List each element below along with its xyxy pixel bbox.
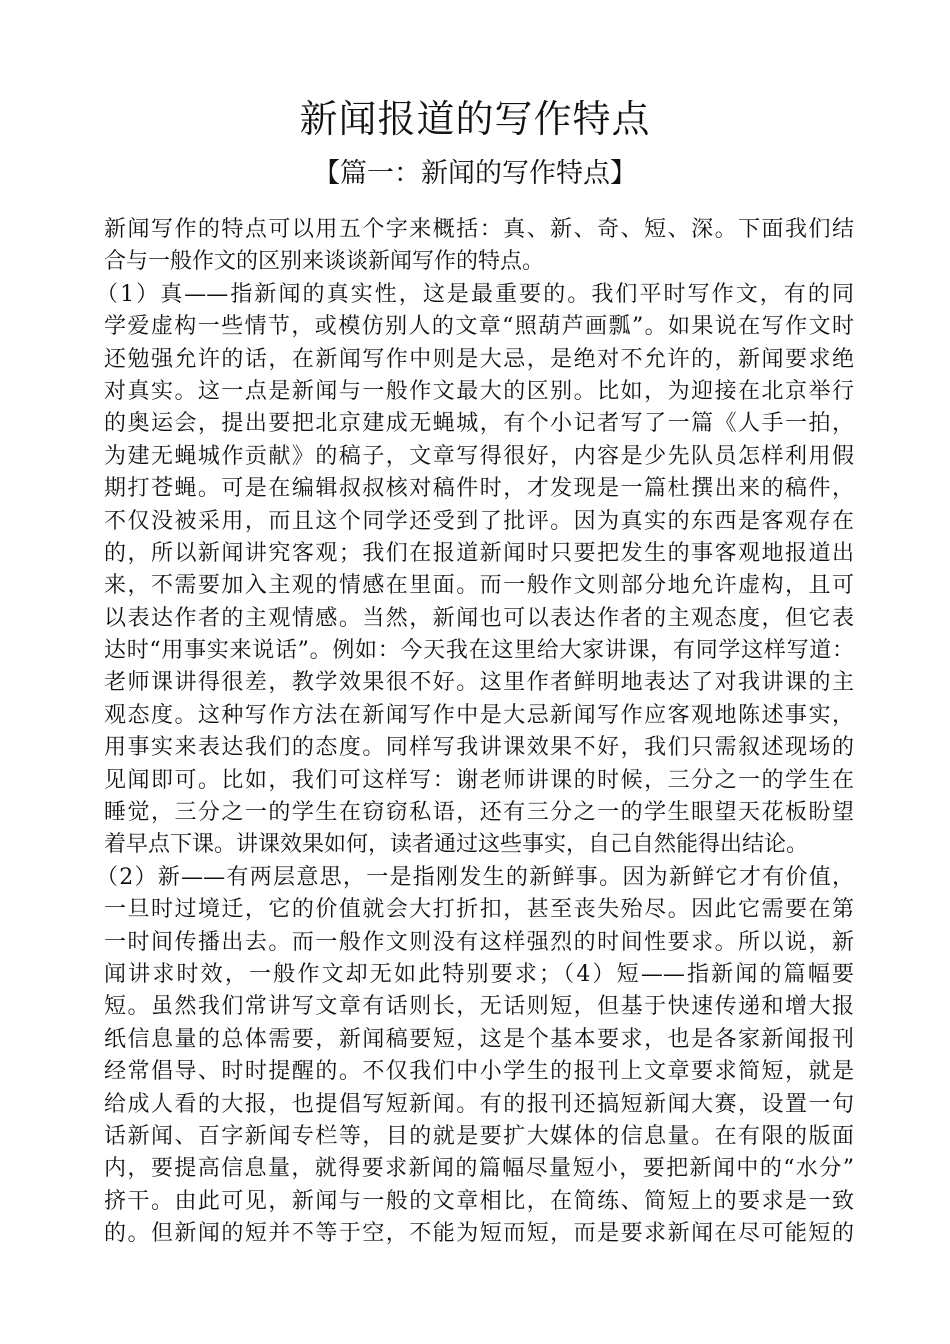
text-line: 经常倡导、时时提醒的。不仅我们中小学生的报刊上文章要求简短，就是 <box>104 1059 854 1085</box>
text-line: 一时间传播出去。而一般作文则没有这样强烈的时间性要求。所以说，新 <box>104 929 854 955</box>
text-line: 为建无蝇城作贡献》的稿子，文章写得很好，内容是少先队员怎样利用假 <box>104 443 854 469</box>
text-line: 来，不需要加入主观的情感在里面。而一般作文则部分地允许虚构，且可 <box>104 573 854 599</box>
text-line: 纸信息量的总体需要，新闻稿要短，这是个基本要求，也是各家新闻报刊 <box>104 1026 854 1052</box>
text-line: 话新闻、百字新闻专栏等，目的就是要扩大媒体的信息量。在有限的版面 <box>104 1123 854 1149</box>
text-line: 的，所以新闻讲究客观；我们在报道新闻时只要把发生的事客观地报道出 <box>104 540 854 566</box>
text-line: （2）新——有两层意思，一是指刚发生的新鲜事。因为新鲜它才有价值， <box>96 864 854 890</box>
text-line: 老师课讲得很差，教学效果很不好。这里作者鲜明地表达了对我讲课的主 <box>104 670 854 696</box>
text-line: 学爱虚构一些情节，或模仿别人的文章“照葫芦画瓢”。如果说在写作文时 <box>104 314 854 340</box>
text-line: 新闻写作的特点可以用五个字来概括：真、新、奇、短、深。下面我们结 <box>104 217 854 242</box>
text-line: 以表达作者的主观情感。当然，新闻也可以表达作者的主观态度，但它表 <box>104 605 854 631</box>
text-line: 观态度。这种写作方法在新闻写作中是大忌新闻写作应客观地陈述事实， <box>104 702 854 728</box>
text-line: 内，要提高信息量，就得要求新闻的篇幅尽量短小，要把新闻中的“水分” <box>104 1156 854 1182</box>
text-line: 的。但新闻的短并不等于空，不能为短而短，而是要求新闻在尽可能短的 <box>104 1221 854 1247</box>
text-line: 闻讲求时效，一般作文却无如此特别要求；（4）短——指新闻的篇幅要 <box>104 961 854 987</box>
text-line: 短。虽然我们常讲写文章有话则长，无话则短，但基于快速传递和增大报 <box>104 994 854 1020</box>
text-line: 期打苍蝇。可是在编辑叔叔核对稿件时，才发现是一篇杜撰出来的稿件， <box>104 476 854 502</box>
text-line: 还勉强允许的话，在新闻写作中则是大忌，是绝对不允许的，新闻要求绝 <box>104 346 854 372</box>
text-line: 对真实。这一点是新闻与一般作文最大的区别。比如，为迎接在北京举行 <box>104 378 854 404</box>
text-line: 的奥运会，提出要把北京建成无蝇城，有个小记者写了一篇《人手一拍， <box>104 411 854 437</box>
document-subtitle: 【篇一：新闻的写作特点】 <box>313 158 637 189</box>
text-line: 不仅没被采用，而且这个同学还受到了批评。因为真实的东西是客观存在 <box>104 508 854 534</box>
text-line: 着早点下课。讲课效果如何，读者通过这些事实，自己自然能得出结论。 <box>104 832 809 858</box>
text-line: 合与一般作文的区别来谈谈新闻写作的特点。 <box>104 249 545 275</box>
text-line: （1）真——指新闻的真实性，这是最重要的。我们平时写作文，有的同 <box>96 281 854 307</box>
text-line: 给成人看的大报，也提倡写短新闻。有的报刊还搞短新闻大赛，设置一句 <box>104 1091 854 1117</box>
document-title: 新闻报道的写作特点 <box>299 97 651 141</box>
text-line: 见闻即可。比如，我们可这样写：谢老师讲课的时候，三分之一的学生在 <box>104 767 854 793</box>
text-line: 用事实来表达我们的态度。同样写我讲课效果不好，我们只需叙述现场的 <box>104 735 854 761</box>
text-line: 一旦时过境迁，它的价值就会大打折扣，甚至丧失殆尽。因此它需要在第 <box>104 897 854 923</box>
text-line: 挤干。由此可见，新闻与一般的文章相比，在简练、简短上的要求是一致 <box>104 1188 854 1214</box>
text-line: 达时“用事实来说话”。例如：今天我在这里给大家讲课，有同学这样写道： <box>104 638 854 664</box>
text-line: 睡觉，三分之一的学生在窃窃私语，还有三分之一的学生眼望天花板盼望 <box>104 800 854 826</box>
body-text <box>96 214 854 1251</box>
